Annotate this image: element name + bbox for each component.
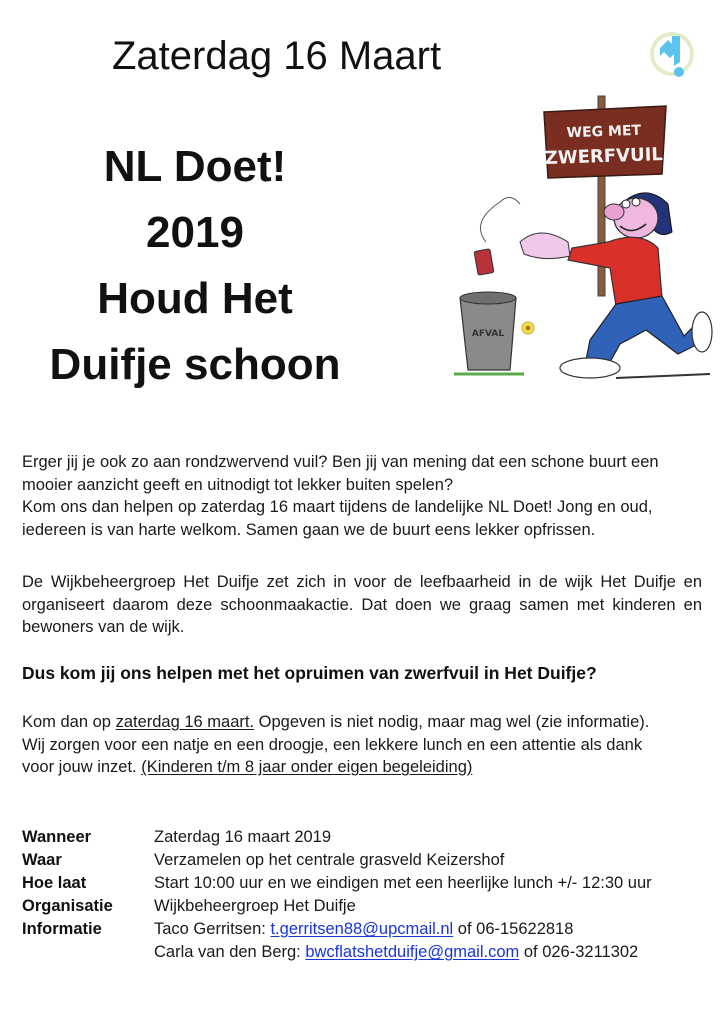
email-link-carla[interactable]: bwcflatshetduifje@gmail.com [305, 943, 520, 961]
headline-line: NL Doet! [103, 142, 287, 191]
info-value: Zaterdag 16 maart 2019 [154, 828, 332, 846]
intro-line: mooier aanzicht geeft en uitnodigt tot lekker buiten spelen? [22, 475, 454, 494]
contact-phone: of 06-15622818 [453, 920, 574, 938]
contact-name: Carla van den Berg: [154, 943, 306, 961]
about-text: De Wijkbeheergroep Het Duifje zet zich in voor de leefbaarheid in de wijk Het Duifje en organiseert daarom deze schoonmaakactie. Dat doen we graag samen met kinderen en bewoners van de wijk. [22, 573, 702, 636]
info-label: Wanneer [22, 828, 92, 846]
headline-line: Houd Het [97, 274, 293, 323]
contact-taco [154, 918, 573, 941]
nl-doet-logo-icon [648, 30, 696, 82]
contact-carla [154, 941, 638, 964]
contact-phone: of 026-3211302 [519, 943, 639, 961]
info-row-waar [22, 849, 652, 872]
info-value: Start 10:00 uur en we eindigen met een heerlijke lunch +/- 12:30 uur [154, 874, 652, 892]
info-label: Hoe laat [22, 874, 87, 892]
info-table [22, 826, 652, 964]
info-label [22, 941, 154, 964]
details-line3-prefix: voor jouw inzet. [22, 758, 142, 776]
headline-line: 2019 [146, 208, 244, 257]
info-row-informatie-2 [22, 941, 652, 964]
details-prefix: Kom dan op [22, 713, 116, 731]
headline [20, 134, 370, 398]
info-value: Wijkbeheergroep Het Duifje [154, 897, 356, 915]
info-row-informatie [22, 918, 652, 941]
headline-line: Duifje schoon [49, 340, 341, 389]
details-after-date: Opgeven is niet nodig, maar mag wel (zie informatie). [254, 713, 650, 731]
cartoon-man-with-sign-illustration [440, 92, 715, 384]
intro-line: iedereen is van harte welkom. Samen gaan we de buurt eens lekker opfrissen. [22, 520, 596, 539]
info-row-hoe-laat [22, 872, 652, 895]
info-label: Informatie [22, 920, 102, 938]
intro-paragraph [22, 451, 702, 541]
info-row-wanneer [22, 826, 652, 849]
intro-line: Kom ons dan helpen op zaterdag 16 maart tijdens de landelijke NL Doet! Jong en oud, [22, 498, 653, 516]
info-value: Verzamelen op het centrale grasveld Keizershof [154, 851, 505, 869]
info-label: Waar [22, 851, 62, 869]
call-to-action-heading: Dus kom jij ons helpen met het opruimen van zwerfvuil in Het Duifje? [22, 663, 597, 683]
info-label: Organisatie [22, 897, 113, 915]
date-title: Zaterdag 16 Maart [112, 34, 442, 78]
sign-text-line1: WEG MET [566, 122, 642, 142]
contact-name: Taco Gerritsen: [154, 920, 271, 938]
intro-line: Erger jij je ook zo aan rondzwervend vuil? Ben jij van mening dat een schone buurt een [22, 453, 659, 471]
bin-label: AFVAL [471, 329, 505, 339]
about-paragraph [22, 571, 702, 639]
info-row-organisatie [22, 895, 652, 918]
children-note: (Kinderen t/m 8 jaar onder eigen begeleiding) [141, 758, 473, 776]
details-line: Wij zorgen voor een natje en een droogje, een lekkere lunch en een attentie als dank [22, 735, 643, 754]
email-link-taco[interactable]: t.gerritsen88@upcmail.nl [270, 920, 454, 938]
details-date: zaterdag 16 maart. [115, 713, 255, 731]
details-paragraph [22, 711, 702, 779]
sign-text-line2: ZWERFVUIL [544, 143, 664, 170]
